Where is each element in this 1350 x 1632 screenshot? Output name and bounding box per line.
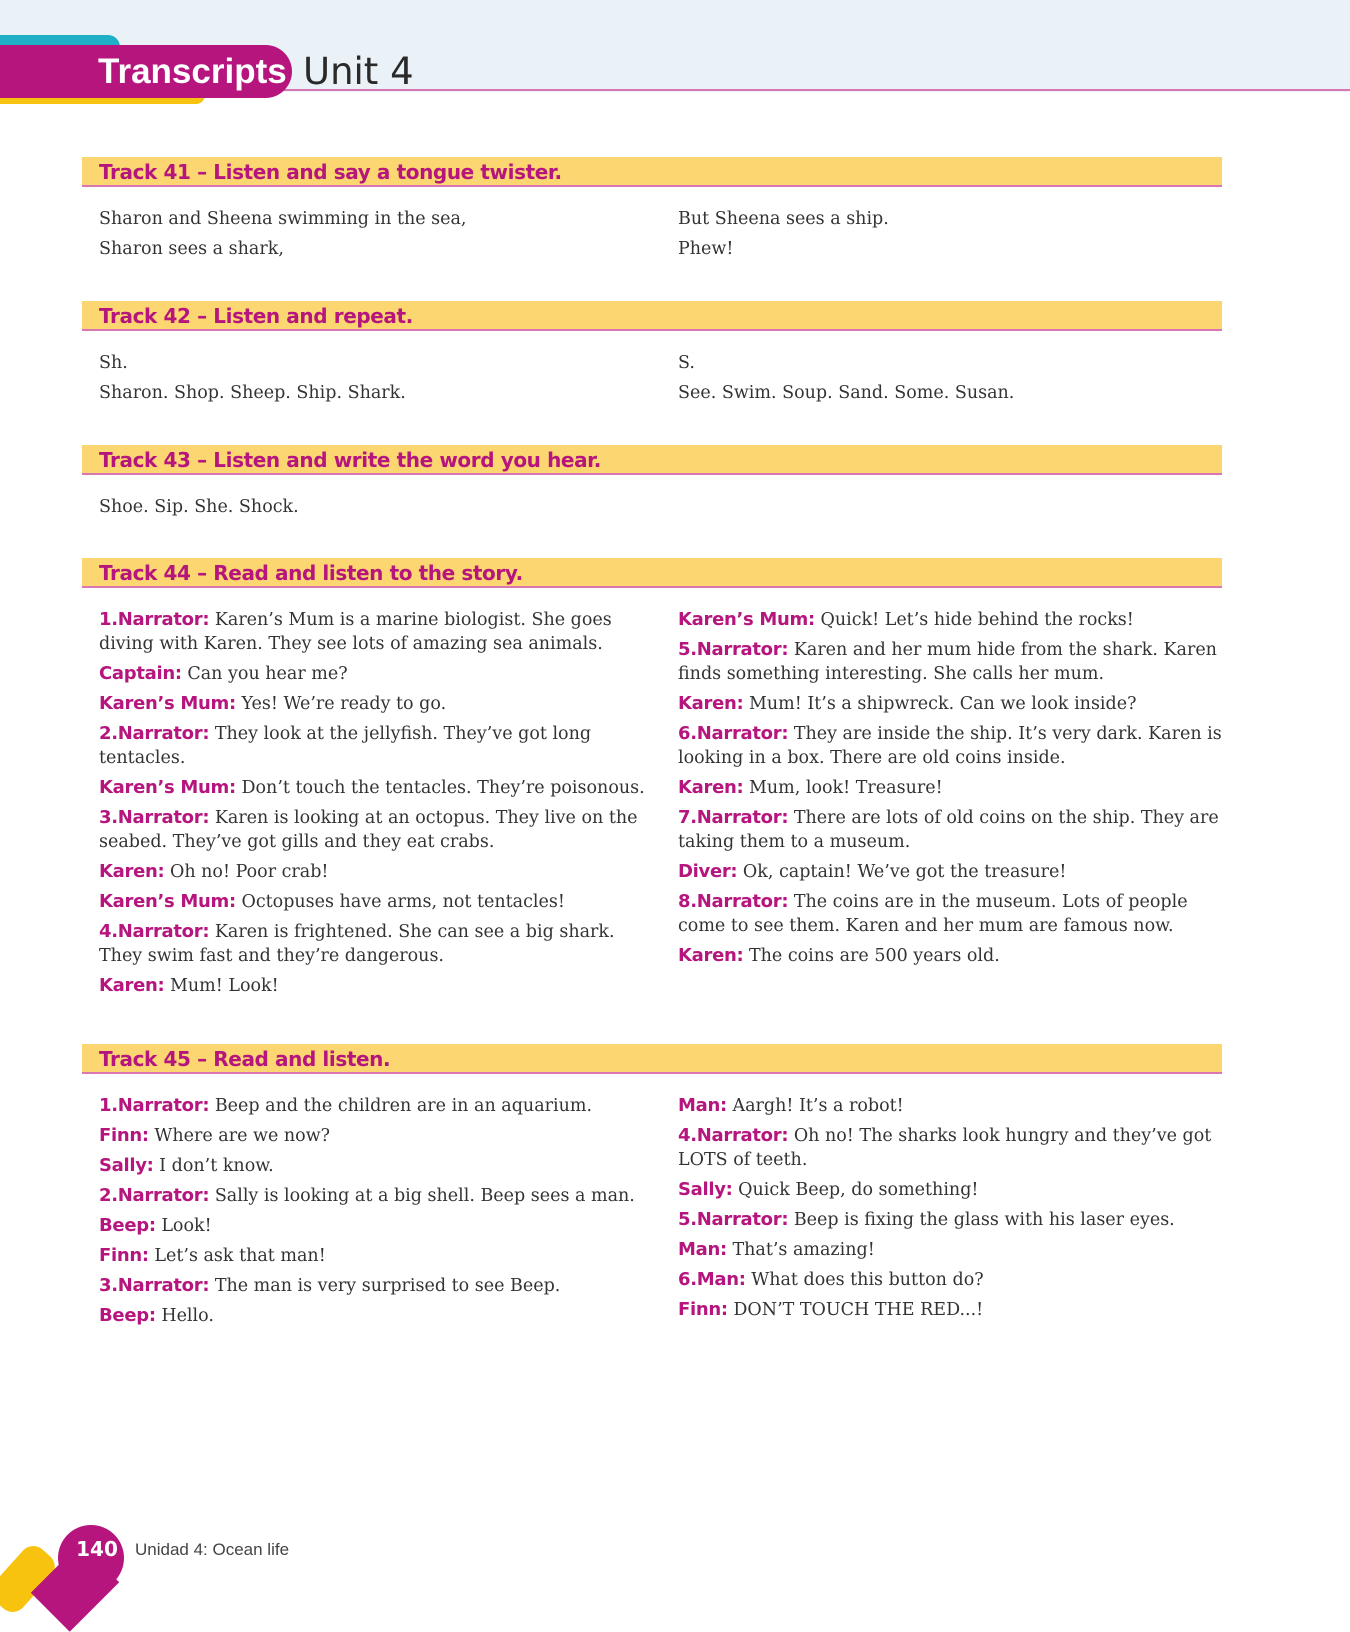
track-heading — [82, 1044, 1222, 1074]
transcript-line — [678, 1124, 1226, 1172]
transcript-line — [678, 776, 1226, 800]
speaker-label: 3.Narrator: — [99, 1275, 210, 1296]
transcript-line — [678, 1178, 1226, 1202]
speaker-label: 3.Narrator: — [99, 807, 210, 828]
speaker-label: 5.Narrator: — [678, 1209, 789, 1230]
line-text: Sharon and Sheena swimming in the sea, — [99, 209, 467, 229]
line-text: Karen’s Mum is a marine biologist. She goes diving with Karen. They see lots of amazing sea animals. — [99, 610, 612, 654]
transcript-line — [99, 974, 647, 998]
speaker-label: Karen’s Mum: — [99, 891, 236, 912]
transcript-line — [678, 1298, 1226, 1322]
transcript-line — [678, 351, 1226, 375]
line-text: Can you hear me? — [187, 664, 348, 684]
transcript-column-right — [678, 1094, 1226, 1328]
transcript-line — [99, 1304, 647, 1328]
track-title: Track 44 – Read and listen to the story. — [99, 561, 523, 585]
transcript-line — [678, 638, 1226, 686]
speaker-label: Sally: — [678, 1179, 733, 1200]
speaker-label: 6.Man: — [678, 1269, 746, 1290]
line-text: Yes! We’re ready to go. — [241, 694, 447, 714]
line-text: The coins are in the museum. Lots of people come to see them. Karen and her mum are famous now. — [678, 892, 1188, 936]
line-text: Beep is fixing the glass with his laser eyes. — [793, 1210, 1175, 1230]
line-text: There are lots of old coins on the ship. They are taking them to a museum. — [678, 808, 1219, 852]
speaker-label: 8.Narrator: — [678, 891, 789, 912]
transcript-line — [99, 860, 647, 884]
speaker-label: Sally: — [99, 1155, 154, 1176]
line-text: Sharon sees a shark, — [99, 239, 284, 259]
speaker-label: Beep: — [99, 1215, 156, 1236]
speaker-label: 4.Narrator: — [678, 1125, 789, 1146]
speaker-label: Finn: — [678, 1299, 728, 1320]
transcript-line — [99, 381, 647, 405]
line-text: Sally is looking at a big shell. Beep sees a man. — [214, 1186, 635, 1206]
line-text: S. — [678, 353, 695, 373]
line-text: Look! — [161, 1216, 212, 1236]
line-text: Beep and the children are in an aquarium. — [214, 1096, 593, 1116]
speaker-label: 2.Narrator: — [99, 1185, 210, 1206]
speaker-label: Karen’s Mum: — [678, 609, 815, 630]
speaker-label: Diver: — [678, 861, 738, 882]
transcript-line — [678, 1094, 1226, 1118]
transcript-line — [678, 381, 1226, 405]
transcript-line — [678, 1238, 1226, 1262]
line-text: Mum! It’s a shipwreck. Can we look inside? — [748, 694, 1137, 714]
line-text: Karen and her mum hide from the shark. Karen finds something interesting. She calls her mum. — [678, 640, 1217, 684]
line-text: But Sheena sees a ship. — [678, 209, 889, 229]
line-text: Sharon. Shop. Sheep. Ship. Shark. — [99, 383, 406, 403]
track-title: Track 45 – Read and listen. — [99, 1047, 391, 1071]
transcript-line — [99, 806, 647, 854]
speaker-label: Karen: — [678, 777, 744, 798]
track-heading — [82, 558, 1222, 588]
speaker-label: 1.Narrator: — [99, 1095, 210, 1116]
footer-unit-label: Unidad 4: Ocean life — [135, 1540, 290, 1559]
speaker-label: Finn: — [99, 1245, 149, 1266]
line-text: Karen is looking at an octopus. They live on the seabed. They’ve got gills and they eat crabs. — [99, 808, 638, 852]
transcript-line — [678, 806, 1226, 854]
line-text: The man is very surprised to see Beep. — [214, 1276, 561, 1296]
transcript-column-left — [99, 608, 647, 1004]
speaker-label: Karen: — [678, 945, 744, 966]
speaker-label: 1.Narrator: — [99, 609, 210, 630]
line-text: Aargh! It’s a robot! — [732, 1096, 904, 1116]
line-text: Quick Beep, do something! — [738, 1180, 979, 1200]
track-heading — [82, 157, 1222, 187]
transcript-line — [99, 1274, 647, 1298]
speaker-label: Captain: — [99, 663, 182, 684]
transcript-line — [99, 608, 647, 656]
line-text: Don’t touch the tentacles. They’re poisonous. — [241, 778, 645, 798]
speaker-label: Karen: — [99, 975, 165, 996]
transcript-line — [678, 722, 1226, 770]
transcript-column-left — [99, 207, 647, 267]
unit-title: Unit 4 — [303, 50, 414, 93]
transcript-column-right — [678, 608, 1226, 974]
line-text: Hello. — [161, 1306, 214, 1326]
header-rule — [280, 89, 1350, 91]
speaker-label: 2.Narrator: — [99, 723, 210, 744]
speaker-label: Man: — [678, 1095, 727, 1116]
line-text: They are inside the ship. It’s very dark. Karen is looking in a box. There are old coins inside. — [678, 724, 1222, 768]
transcript-line — [99, 722, 647, 770]
page-title: Transcripts — [98, 52, 287, 91]
track-title: Track 42 – Listen and repeat. — [99, 304, 413, 328]
speaker-label: Beep: — [99, 1305, 156, 1326]
line-text: Oh no! Poor crab! — [169, 862, 329, 882]
line-text: Quick! Let’s hide behind the rocks! — [820, 610, 1134, 630]
speaker-label: 5.Narrator: — [678, 639, 789, 660]
line-text: Mum, look! Treasure! — [748, 778, 943, 798]
transcript-line — [99, 237, 647, 261]
line-text: Mum! Look! — [169, 976, 279, 996]
transcript-line — [99, 1124, 647, 1148]
transcript-line — [99, 1214, 647, 1238]
speaker-label: 4.Narrator: — [99, 921, 210, 942]
speaker-label: Finn: — [99, 1125, 149, 1146]
transcript-line — [99, 776, 647, 800]
transcript-line — [678, 237, 1226, 261]
transcript-line — [99, 662, 647, 686]
transcript-column-right — [678, 351, 1226, 411]
track-title: Track 43 – Listen and write the word you hear. — [99, 448, 601, 472]
speaker-label: 6.Narrator: — [678, 723, 789, 744]
line-text: Shoe. Sip. She. Shock. — [99, 497, 299, 517]
line-text: Sh. — [99, 353, 128, 373]
speaker-label: Man: — [678, 1239, 727, 1260]
speaker-label: Karen: — [99, 861, 165, 882]
transcript-column-left — [99, 1094, 647, 1334]
speaker-label: Karen’s Mum: — [99, 693, 236, 714]
speaker-label: Karen: — [678, 693, 744, 714]
line-text: Octopuses have arms, not tentacles! — [241, 892, 565, 912]
line-text: Let’s ask that man! — [154, 1246, 326, 1266]
transcript-line — [99, 495, 647, 519]
line-text: Where are we now? — [154, 1126, 331, 1146]
transcript-line — [678, 207, 1226, 231]
line-text: I don’t know. — [159, 1156, 274, 1176]
line-text: Karen is frightened. She can see a big shark. They swim fast and they’re dangerous. — [99, 922, 615, 966]
track-heading — [82, 445, 1222, 475]
transcript-line — [678, 608, 1226, 632]
track-title: Track 41 – Listen and say a tongue twister. — [99, 160, 562, 184]
line-text: Ok, captain! We’ve got the treasure! — [742, 862, 1067, 882]
line-text: DON’T TOUCH THE RED...! — [733, 1300, 984, 1320]
transcript-line — [99, 1154, 647, 1178]
speaker-label: 7.Narrator: — [678, 807, 789, 828]
transcript-line — [99, 207, 647, 231]
transcript-line — [678, 890, 1226, 938]
line-text: See. Swim. Soup. Sand. Some. Susan. — [678, 383, 1015, 403]
line-text: What does this button do? — [751, 1270, 984, 1290]
transcript-column-right — [678, 207, 1226, 267]
speaker-label: Karen’s Mum: — [99, 777, 236, 798]
page-number: 140 — [76, 1537, 118, 1561]
transcript-line — [99, 692, 647, 716]
transcript-column-left — [99, 351, 647, 411]
transcript-line — [678, 1208, 1226, 1232]
line-text: Phew! — [678, 239, 734, 259]
transcript-line — [678, 1268, 1226, 1292]
transcript-line — [678, 860, 1226, 884]
transcript-column-left — [99, 495, 647, 525]
transcript-line — [99, 1244, 647, 1268]
transcript-line — [99, 890, 647, 914]
line-text: The coins are 500 years old. — [748, 946, 1000, 966]
line-text: That’s amazing! — [732, 1240, 875, 1260]
transcript-line — [99, 920, 647, 968]
track-heading — [82, 301, 1222, 331]
transcript-line — [678, 944, 1226, 968]
line-text: Oh no! The sharks look hungry and they’ve got LOTS of teeth. — [678, 1126, 1212, 1170]
transcript-line — [99, 1184, 647, 1208]
transcript-line — [678, 692, 1226, 716]
transcript-line — [99, 351, 647, 375]
line-text: They look at the jellyfish. They’ve got long tentacles. — [99, 724, 592, 768]
transcript-line — [99, 1094, 647, 1118]
